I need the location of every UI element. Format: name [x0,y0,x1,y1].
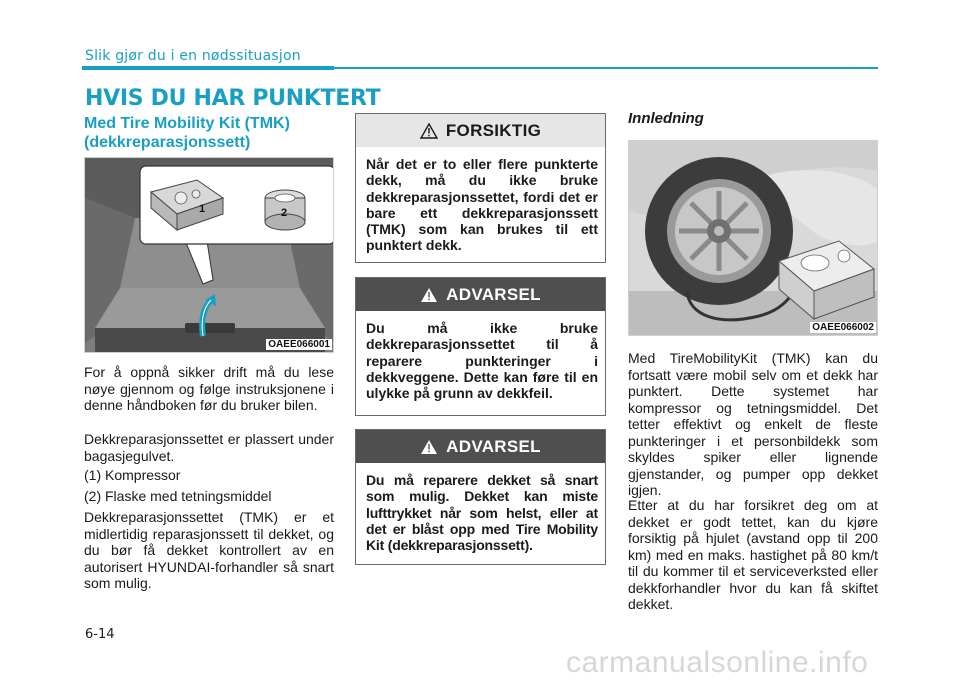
warning-label-2: ADVARSEL [446,436,541,456]
warning-box-2 [355,429,606,565]
left-paragraph-2: Dekkreparasjonssettet er plassert under bagasjegulvet. [84,431,334,464]
left-paragraph-1: For å oppnå sikker drift må du lese nøye gjennom og følge instruksjonene i denne håndboken før du bruker bilen. [84,364,334,413]
warning-box-1 [355,277,606,416]
intro-heading: Innledning [628,110,704,127]
tire-inflation-illustration [628,140,878,336]
figure1-label-2: 2 [281,207,288,219]
running-header: Slik gjør du i en nødssituasjon [85,48,301,64]
warning-header-2 [356,430,605,463]
figure1-code: OAEE066001 [268,339,330,350]
caution-text: Når det er to eller flere punkterte dekk, må du ikke bruke dekkreparasjonssettet, fordi det er bare ett dekkreparasjonssett (TMK) som kan brukes til ett punktert dekk. [366,156,598,254]
warning-header-1 [356,278,605,311]
left-paragraph-5: Dekkreparasjonssettet (TMK) er et midlertidig reparasjonssett til dekket, og du bør få dekket kontrollert av en autorisert HYUNDAI-forhandler så snart som mulig. [84,509,334,591]
trunk-illustration-svg [85,158,334,353]
caution-box [355,113,606,263]
caution-label: FORSIKTIG [445,120,542,140]
page-number: 6-14 [85,627,115,642]
left-paragraph-4: (2) Flaske med tetningsmiddel [84,488,272,504]
header-accent-bar [82,66,334,70]
header-rule [334,67,878,69]
figure1-label-1: 1 [199,203,206,215]
intro-paragraph-2: Etter at du har forsikret deg om at dekket er godt tettet, kan du kjøre forsiktig på hjulet (avstand opp til 200 km) med en maks. hastighet på 80 km/t til du kommer til et serviceverksted eller dekkforhandler hvor du kan få skiftet dekket. [628,497,878,612]
warning-triangle-icon [420,287,438,303]
figure2-code: OAEE066002 [812,322,874,333]
warning-triangle-icon [420,439,438,455]
left-paragraph-3: (1) Kompressor [84,467,181,483]
warning-triangle-icon [420,123,438,139]
trunk-kit-illustration [84,157,334,353]
caution-header [356,114,605,147]
intro-paragraph-1: Med TireMobilityKit (TMK) kan du fortsatt være mobil selv om et dekk har punktert. Dette systemet har kompressor og tetningsmiddel. Det tetter effektivt og enkelt de fleste punkteringer i et personbildekk som skyldes spiker eller lignende gjenstander, og pumper opp dekket igjen. [628,350,878,498]
section-heading: HVIS DU HAR PUNKTERT [85,86,381,111]
warning-text-1: Du må ikke bruke dekkreparasjonssettet til å reparere punkteringer i dekkveggene. Dette kan føre til en ulykke på grunn av dekkfeil. [366,320,598,402]
warning-label-1: ADVARSEL [446,284,541,304]
watermark: carmanualsonline.info [566,646,869,679]
sub-heading: Med Tire Mobility Kit (TMK) (dekkreparasjonssett) [84,115,290,151]
tire-illustration-svg [629,141,878,336]
warning-text-2: Du må reparere dekket så snart som mulig. Dekket kan miste lufttrykket når som helst, eller at det er blåst opp med Tire Mobility Kit (dekkreparasjonssett). [366,472,598,554]
